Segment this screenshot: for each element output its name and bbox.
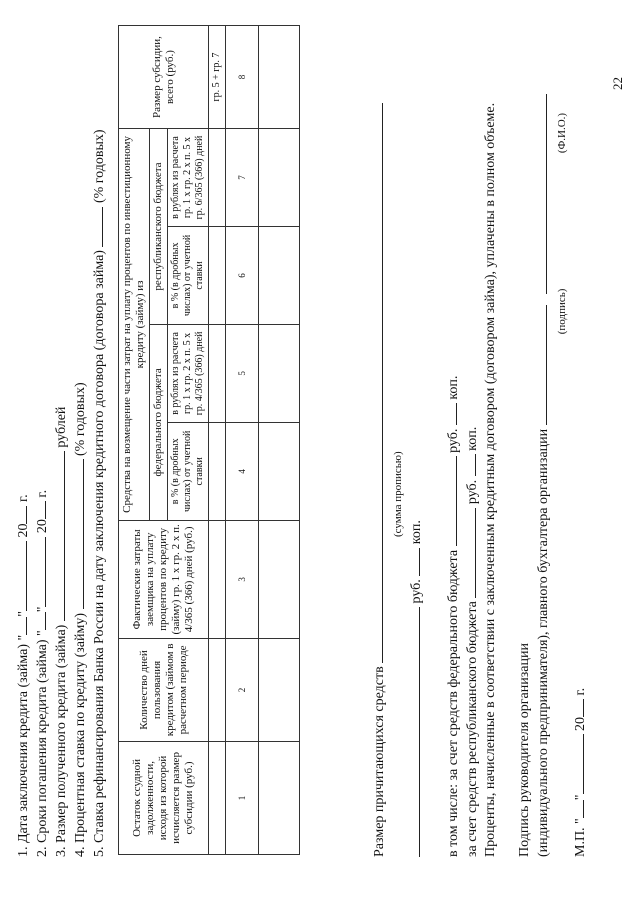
col-8-formula: гр. 5 + гр. 7 [209,26,226,129]
col-4-header: в % (в дробных числах) от учетной ставки [168,422,209,520]
sum-words-caption: (сумма прописью) [392,451,404,537]
col-1-header: Остаток ссудной задолженности, исходя из которой исчисляется размер субсидии (руб.) [119,741,209,854]
col-2-header: Количество дней пользования кредитом (займом в расчетном периоде [119,638,209,741]
repayment-term-line: 2. Сроки погашения кредита (займа) "" 20 г. [35,489,50,857]
stamp-date-line: М.П. "" 20 г. [573,687,588,857]
loan-date-line: 1. Дата заключения кредита (займа) "" 20 г. [16,494,31,857]
signature-captions [553,27,571,857]
federal-budget-header: федерального бюджета [150,324,168,520]
col-number: 2 [226,638,259,741]
signature-head-line-2: (индивидуального предпринимателя), главного бухгалтера организации [534,27,553,857]
header-fields [14,129,109,857]
fio-caption: (Ф.И.О.) [556,112,568,154]
col-5-header: в рублях из расчета гр. 1 х гр. 2 х п. 5 х гр. 4/365 (366) дней [168,324,209,422]
republic-share-line: за счет средств республиканского бюджета руб. коп. [465,426,480,857]
col-number: 4 [226,422,259,520]
size-line: Размер причитающихся средств [370,27,389,857]
loan-amount-line: 3. Размер полученного кредита (займа) рублей [54,406,69,857]
col-number: 8 [226,26,259,129]
col-number: 7 [226,129,259,227]
interest-paid-statement: Проценты, начисленные в соответствии с заключенным кредитным договором (договором займа), уплачены в полном объеме. [483,102,498,857]
col-7-header: в рублях из расчета гр. 1 х гр. 2 х п. 5 х гр. 6/365 (366) дней [168,129,209,227]
col-6-header: в % (в дробных числах) от учетной ставки [168,227,209,325]
col-number: 3 [226,520,259,638]
col-3-header: Фактические затраты заемщика на уплату процентов по кредиту (займу) гр. 1 х гр. 2 х п. 4/365 (366) дней (руб.) [119,520,209,638]
col-number: 5 [226,324,259,422]
col-8-header: Размер субсидии, всего (руб.) [119,26,209,129]
col-number: 6 [226,227,259,325]
federal-share-line: в том числе: за счет средств федерального бюджета руб. коп. [446,375,461,857]
page-number: 22 [610,77,625,90]
summary-section [370,27,590,857]
republic-budget-header: республиканского бюджета [150,129,168,325]
column-numbers-row [226,26,259,855]
formula-row [209,26,226,855]
subsidy-table [118,25,300,855]
refinancing-rate-line: 5. Ставка рефинансирования Банка России на дату заключения кредитного договора (договора займа) (% годовых) [92,129,107,857]
data-row [259,26,300,855]
group-header: Средства на возмещение части затрат на уплату процентов по инвестиционному кредиту (займу) из [119,129,150,521]
col-number: 1 [226,741,259,854]
signature-caption: (подпись) [556,288,568,335]
interest-rate-line: 4. Процентная ставка по кредиту (займу) (% годовых) [73,382,88,857]
signature-head-line: Подпись руководителя организации [517,643,532,857]
rub-kop-line: руб. коп. [407,27,426,857]
